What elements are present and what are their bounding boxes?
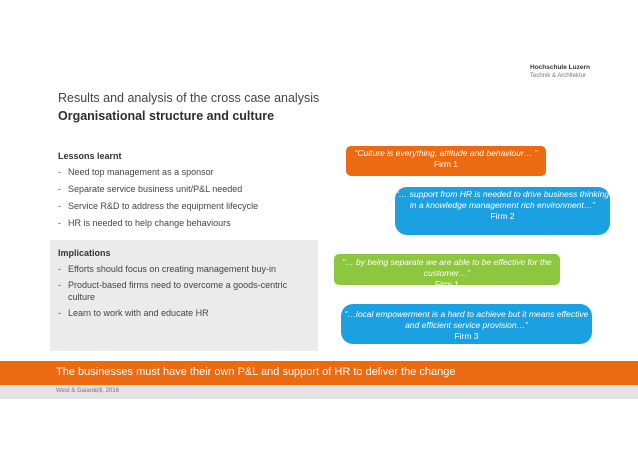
implications-heading: Implications (58, 248, 111, 258)
conclusion-banner (0, 361, 638, 385)
lesson-item: - HR is needed to help change behaviours (58, 217, 328, 229)
quote-bubble-culture (346, 146, 546, 176)
footer-strip (0, 385, 638, 399)
university-logo (530, 63, 590, 81)
conclusion-text: The businesses must have their own P&L and support of HR to deliver the change (56, 366, 456, 378)
quote-bubble-separate (334, 254, 560, 289)
quote-text: “Culture is everything, attitude and behaviour… ” (354, 148, 538, 158)
slide-subtitle: Organisational structure and culture (58, 109, 275, 123)
lesson-item: - Need top management as a sponsor (58, 166, 328, 178)
quote-bubble-empowerment (341, 304, 592, 344)
citation: West & Gaiardelli, 2016 (56, 388, 119, 394)
quote-firm: Firm 1 (433, 159, 459, 169)
quote-bubble-hr-support (395, 187, 610, 235)
implication-item: - Efforts should focus on creating management buy-in (58, 263, 310, 275)
logo-line-2: Technik & Architektur (530, 73, 587, 79)
slide-title: Results and analysis of the cross case analysis (58, 91, 320, 105)
lessons-learnt-section (58, 151, 328, 234)
implications-box (50, 240, 318, 351)
quote-firm: Firm 1 (434, 279, 460, 289)
lessons-heading: Lessons learnt (58, 151, 122, 161)
quote-firm: Firm 2 (490, 211, 515, 221)
quote-firm: Firm 3 (454, 331, 479, 341)
implication-item: - Learn to work with and educate HR (58, 307, 310, 319)
lesson-item: - Separate service business unit/P&L needed (58, 183, 328, 195)
lessons-list (58, 166, 328, 229)
implication-item: - Product-based firms need to overcome a goods-centric culture (58, 279, 310, 303)
quote-text: “… by being separate we are able to be effective for the customer…” (342, 257, 552, 278)
lesson-item: - Service R&D to address the equipment lifecycle (58, 200, 328, 212)
logo-line-1: Hochschule Luzern (530, 64, 590, 71)
implications-list (58, 263, 310, 319)
quote-text: “… support from HR is needed to drive business thinking in a knowledge management rich environment…” (395, 189, 610, 210)
quote-text: “…local empowerment is a hard to achieve but it means effective and efficient service provision…” (344, 309, 589, 330)
